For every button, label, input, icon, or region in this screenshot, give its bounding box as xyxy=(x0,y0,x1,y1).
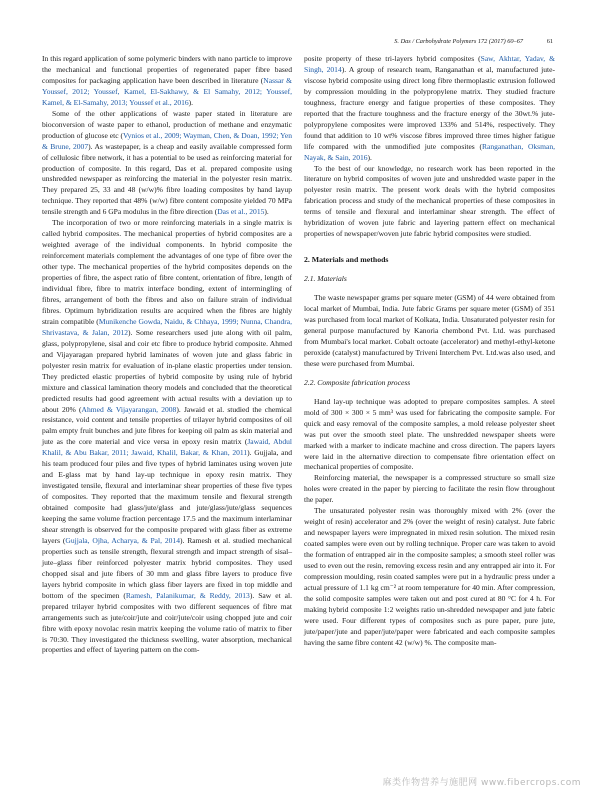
citation-link[interactable]: Jawaid, Abdul Khalil, & Abu Bakar, 2011; Jawaid, Khalil, Bakar, & Khan, 2011 xyxy=(42,437,292,458)
subsection-heading: 2.1. Materials xyxy=(304,274,347,284)
paragraph: To the best of our knowledge, no research work has been reported in the literature on hybrid composites of woven jute and unshredded waste paper in the polyester resin matrix. The present work deals with the hybrid composites fabrication process and study of the mechanical properties of these composites in terms of tensile and flexural and interlaminar shear strength. The effect of hybridization of woven jute fabric and layering pattern effect on mechanical properties of newspaper/woven jute fabric hybrid composites were studied. xyxy=(304,163,555,239)
paragraph: Some of the other applications of waste paper stated in literature are bioconversion of waste paper to ethanol, production of methane and enzymatic production of glucose etc (Vynios et al., 2009; Wayman, Chen, & Doan, 1992; Yen & Brune, 2007). As wastepaper, is a cheap and easily available compressed form of cellulosic fibre network, it has a potential to be used as reinforcing material for production of composite. In this regard, Das et al. prepared composite using unshredded newspaper as reinforcing the material in the polyester resin matrix. They prepared 25, 33 and 48 (w/w)% fibre loading composites by hand layup technique. They reported that 48% (w/w) fibre content composite yielded 70 MPa tensile strength and 6 GPa modulus in the fibre direction (Das et al., 2015). xyxy=(42,108,292,217)
journal-citation: S. Das / Carbohydrate Polymers 172 (2017) 60–67 xyxy=(394,38,523,45)
paragraph: In this regard application of some polymeric binders with nano particle to improve the mechanical and functional properties of regenerated paper fibre based composites for packaging application have been described in literature (Nassar & Youssef, 2012; Youssef, Kamel, El-Sakhawy, & El Samahy, 2012; Youssef, Kamel, & El-Samahy, 2013; Youssef et al., 2016). xyxy=(42,54,292,107)
right-column xyxy=(304,54,555,649)
citation-link[interactable]: Gujjala, Ojha, Acharya, & Pal, 2014 xyxy=(65,535,180,545)
citation-link[interactable]: Das et al., 2015 xyxy=(217,207,265,217)
citation-link[interactable]: Ranganathan, Oksman, Nayak, & Sain, 2016 xyxy=(304,141,555,162)
page-number: 61 xyxy=(546,38,553,45)
running-header xyxy=(42,38,553,48)
citation-link[interactable]: Vynios et al., 2009; Wayman, Chen, & Doan, 1992; Yen & Brune, 2007 xyxy=(42,130,292,151)
citation-link[interactable]: Nassar & Youssef, 2012; Youssef, Kamel, El-Sakhawy, & El Samahy, 2012; Youssef, Kamel, & El-Samahy, 2013; Youssef et al., 2016 xyxy=(42,75,292,107)
left-column xyxy=(42,54,292,656)
paragraph: The unsaturated polyester resin was thoroughly mixed with 2% (over the weight of resin) accelerator and 2% (over the weight of resin) catalyst. Jute fabric and newspaper layers were impregnated in mixed resin solution. The mixed resin coated samples were even out by rolling technique. Proper care was taken to avoid the formation of entrapped air in the composite samples; a smooth steel roller was used to even out the resin, removing excess resin and any entrapped air into it. For compression moulding, resin coated samples were put in a hydraulic press under a actual pressure of 1.1 kg cm⁻² at room temperature for 40 min. After compression, the solid composite samples were taken out and post cured at 80 °C for 4 h. For making hybrid composite 1:2 weights ratio un-shredded newspaper and jute fabric were used. Four different types of composites such as pure paper, pure jute, jute/paper/jute and paper/jute/paper were fabricated and each composite samples having the same fibre content 42 (w/w) %. The composite man- xyxy=(304,506,555,647)
paragraph: Reinforcing material, the newspaper is a compressed structure so small size holes were created in the paper by piercing to facilitate the resin flow throughout the paper. xyxy=(304,473,555,505)
citation-link[interactable]: Ramesh, Palanikumar, & Reddy, 2013 xyxy=(125,590,250,600)
paragraph: The incorporation of two or more reinforcing materials in a single matrix is called hybrid composites. The mechanical properties of hybrid composites are a weighted average of the individual components. In hybrid composite the reinforcement materials complement the advantages of one type of fibre over the other type. The mechanical properties of the hybrid composites depends on the properties of fibre, the aspect ratio of fibre content, orientation of fibre, length of individual fibre, fibre to matrix interface bonding, extent of intermingling of fibres, arrangement of both the fibres and also on failure strain of individual fibres. Optimum hybridization results are acquired when the fibres are highly strain compatible (Munikenche Gowda, Naidu, & Chhaya, 1999; Nunna, Chandra, Shrivastava, & Jalan, 2012). Some researchers used jute along with oil palm, glass, polypropylene, sisal and coir etc fibre to produce hybrid composite. Ahmed and Vijayaragan prepared hybrid laminates of woven jute and glass fabric in polyester resin matrix for evaluation of in-plane elastic properties under tension. They predicted elastic properties of hybrid composite by using rule of hybrid mixture and classical lamination theory models and concluded that the theoretical predicted results had good agreement with actual results with a deviation up to about 20% (Ahmed & Vijayarangan, 2008). Jawaid et al. studied the chemical resistance, void content and tensile properties of trilayer hybrid composites of oil palm empty fruit bunches and jute fibres for keeping oil palm as skin material and jute as the core material and vice versa in epoxy resin matrix (Jawaid, Abdul Khalil, & Abu Bakar, 2011; Jawaid, Khalil, Bakar, & Khan, 2011). Gujjala, and his team produced four piles and five types of hybrid laminates using woven jute and E-glass mat by hand lay-up technique in epoxy resin matrix. They investigated tensile, flexural and interlaminar shear properties of these five types of composites. They reported that the maximum tensile and flexural strength obtained composite had glass/jute/glass and jute/glass/jute/glass sequences keeping the same volume fraction percentage 17.5 and the maximum interlaminar shear strength is observed for the composite prepared with glass fiber as extreme layers (Gujjala, Ojha, Acharya, & Pal, 2014). Ramesh et al. studied mechanical properties such as tensile strength, flexural strength and impact strength of sisal–jute–glass fiber reinforced polyester matrix hybrid composites. They used chopped sisal and jute fibers of 30 mm and glass fibre layers to produce five layers hybrid composite in which glass fiber layers are fixed in top middle and bottom of the specimen (Ramesh, Palanikumar, & Reddy, 2013). Saw et al. prepared trilayer hybrid composites with two different sequences of fibre mat arrangements such as jute/coir/jute and coir/jute/coir using chopped jute and coir fibre with epoxy novolac resin matrix keeping the volume ratio of matrix to fiber is 70:30. They investigated the thickness swelling, water absorption, mechanical properties and effect of layering pattern on the com- xyxy=(42,218,293,655)
citation-link[interactable]: Ahmed & Vijayarangan, 2008 xyxy=(81,404,177,414)
paragraph: posite property of these tri-layers hybrid composites (Saw, Akhtar, Yadav, & Singh, 2014). A group of research team, Ranganathan et al, manufactured jute-viscose hybrid composite using direct long fibre thermoplastic extrusion followed by compression moulding in the polypropylene matrix. They studied fracture toughness, fracture energy and fatigue properties of these composites. They reported that the fracture toughness and the fracture energy of the 30wt.% jute-polypropylene composites were improved 133% and 514%, respectively. They found that addition to 10 wt% viscose fibres improved three times higher fatigue life compared with the unmodified jute composites (Ranganathan, Oksman, Nayak, & Sain, 2016). xyxy=(304,54,555,162)
subsection-heading: 2.2. Composite fabrication process xyxy=(304,377,411,387)
watermark: 麻类作物营养与施肥网 www.fibercrops.com xyxy=(382,778,581,788)
paragraph: The waste newspaper grams per square meter (GSM) of 44 were obtained from local market of Mumbai, India. Jute fabric Grams per square meter (GSM) of 351 was purchased from local market of Kolkata, India. Unsaturated polyester resin for general purpose manufactured by Kanoria chembond Pvt. Ltd. was purchased from Mumbai's local market. Cobalt octoate (accelerator) and methyl-ethyl-ketone peroxide (catalyst) manufactured by Triveni Interchem Pvt. Ltd.was also used, and these were purchased from Mumbai. xyxy=(304,293,555,368)
section-heading: 2. Materials and methods xyxy=(304,255,389,265)
citation-link[interactable]: Saw, Akhtar, Yadav, & Singh, 2014 xyxy=(304,54,555,74)
paragraph: Hand lay-up technique was adopted to prepare composites samples. A steel mold of 300 × 300 × 5 mm³ was used for fabricating the composite sample. For quick and easy removal of the composite samples, a mold release polyester sheet was put over the smooth steel plate. The unshredded newspaper sheets were marked with a marker to indicate machine and cross direction. The papers layers were laid in the alternative direction to compensate fibre orientation effect on mechanical properties of composite. xyxy=(304,396,555,472)
citation-link[interactable]: Munikenche Gowda, Naidu, & Chhaya, 1999; Nunna, Chandra, Shrivastava, & Jalan, 2012 xyxy=(42,316,292,337)
